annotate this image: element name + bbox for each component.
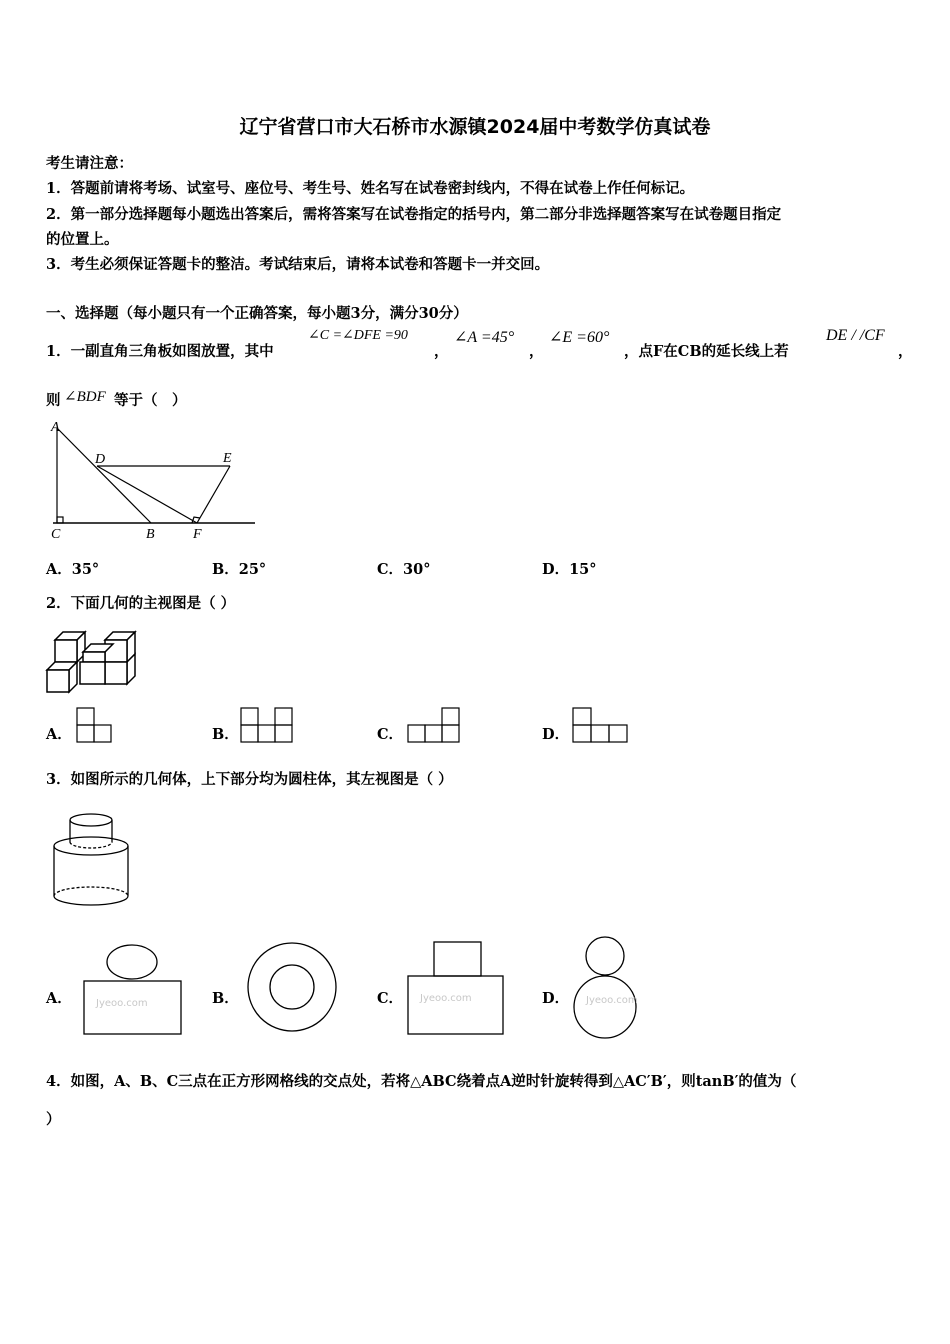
question-2-text: 2．下面几何的主视图是（ ） (46, 595, 236, 612)
option-d[interactable]: D． (542, 726, 570, 743)
right-angle-c (57, 517, 63, 523)
label-f: F (193, 527, 202, 542)
label-d: D (95, 452, 106, 467)
segment-df (97, 466, 197, 523)
question-1-line2-b: 等于（ ） (114, 392, 187, 409)
option-d[interactable]: D．15° (542, 561, 597, 578)
question-1-lead: 1．一副直角三角板如图放置，其中 (46, 343, 274, 360)
math-angle-c-dfe: ∠C =∠DFE =90 (308, 328, 408, 343)
option-d-figure (572, 935, 638, 1041)
option-a-figure (76, 707, 114, 745)
option-b[interactable]: B． (212, 990, 239, 1007)
label-c: C (51, 527, 61, 542)
notice-item: 1．答题前请将考场、试室号、座位号、考生号、姓名写在试卷密封线内，不得在试卷上作任何标记。 (46, 180, 695, 197)
watermark: Jyeoo.com (420, 993, 472, 1004)
label-a: A (51, 420, 60, 435)
watermark: Jyeoo.com (96, 998, 148, 1009)
option-a[interactable]: A． (46, 726, 72, 743)
option-c[interactable]: C．30° (377, 561, 431, 578)
label-b: B (146, 527, 155, 542)
math-angle-a: ∠A =45° (454, 329, 515, 346)
option-d[interactable]: D． (542, 990, 570, 1007)
segment-ab (57, 428, 151, 523)
triangle-figure (45, 418, 260, 543)
math-angle-bdf: ∠BDF (64, 389, 106, 405)
watermark: Jyeoo.com (586, 995, 638, 1006)
option-b-figure (240, 707, 296, 745)
option-a[interactable]: A． (46, 990, 72, 1007)
question-3-text: 3．如图所示的几何体，上下部分均为圆柱体，其左视图是（ ） (46, 771, 453, 788)
option-c[interactable]: C． (377, 990, 404, 1007)
option-c[interactable]: C． (377, 726, 404, 743)
notice-item: 3．考生必须保证答题卡的整洁。考试结束后，请将本试卷和答题卡一并交回。 (46, 256, 550, 273)
option-a[interactable]: A．35° (46, 561, 100, 578)
notice-item: 2．第一部分选择题每小题选出答案后，需将答案写在试卷指定的括号内，第二部分非选择题答案写在试卷题目指定 (46, 206, 782, 223)
option-c-figure (406, 941, 506, 1037)
section-heading: 一、选择题（每小题只有一个正确答案，每小题3分，满分30分） (46, 305, 468, 322)
cylinder-figure (46, 810, 136, 915)
option-b[interactable]: B．25° (212, 561, 267, 578)
option-b[interactable]: B． (212, 726, 239, 743)
question-1-line2-a: 则 (46, 392, 61, 409)
notice-item: 的位置上。 (46, 231, 119, 248)
math-angle-e: ∠E =60° (549, 329, 610, 346)
option-b-figure (246, 941, 338, 1033)
option-a-figure (82, 940, 184, 1036)
label-e: E (223, 451, 232, 466)
option-d-figure (572, 707, 630, 745)
question-4-tail: ） (46, 1111, 61, 1128)
notice-heading: 考生请注意： (46, 155, 133, 172)
math-parallel: DE / /CF (826, 327, 885, 344)
question-1-tail: ， (898, 343, 913, 360)
question-1-mid: ，点F在CB的延长线上若 (624, 343, 789, 360)
option-c-figure (407, 707, 463, 745)
question-4-text: 4．如图，A、B、C三点在正方形网格线的交点处，若将△ABC绕着点A逆时针旋转得到△AC′B′，则tanB′的值为（ (46, 1073, 797, 1090)
page-title: 辽宁省营口市大石桥市水源镇2024届中考数学仿真试卷 (239, 116, 711, 138)
segment-ef (197, 466, 230, 523)
cubes-figure (45, 626, 145, 696)
